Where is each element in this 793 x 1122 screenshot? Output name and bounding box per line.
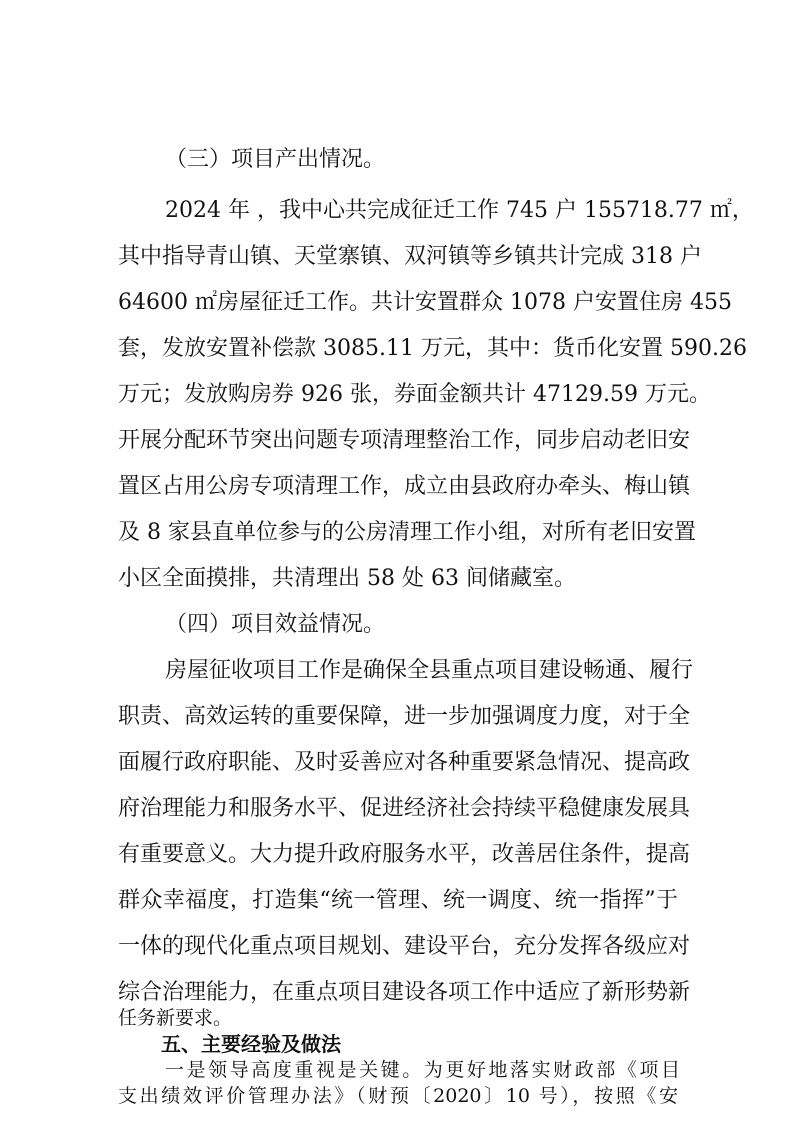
- paragraph-line: 其中指导青山镇、天堂寨镇、双河镇等乡镇共计完成 318 户: [118, 244, 702, 269]
- section-4-heading: （四）项目效益情况。: [165, 612, 386, 637]
- paragraph-line: 综合治理能力，在重点项目建设各项工作中适应了新形势新: [118, 980, 691, 1005]
- paragraph-line: 小区全面摸排，共清理出 58 处 63 间储藏室。: [118, 566, 576, 591]
- paragraph-line: 群众幸福度，打造集“统一管理、统一调度、统一指挥”于: [118, 888, 678, 913]
- paragraph-line: 支出绩效评价管理办法》（财预〔2020〕10 号），按照《安: [118, 1085, 678, 1107]
- paragraph-line: 套，发放安置补偿款 3085.11 万元，其中：货币化安置 590.26: [118, 336, 747, 361]
- section-3-heading: （三）项目产出情况。: [165, 147, 386, 172]
- paragraph-line: 有重要意义。大力提升政府服务水平，改善居住条件，提高: [118, 842, 691, 867]
- paragraph-line: 万元；发放购房券 926 张，券面金额共计 47129.59 万元。: [118, 382, 711, 407]
- paragraph-line: 2024 年 ，我中心共完成征迁工作 745 户 155718.77 ㎡，: [165, 198, 754, 223]
- paragraph-line: 府治理能力和服务水平、促进经济社会持续平稳健康发展具: [118, 796, 691, 821]
- paragraph-line: 置区占用公房专项清理工作，成立由县政府办牵头、梅山镇: [118, 474, 691, 499]
- paragraph-line: 任务新要求。: [118, 1007, 233, 1029]
- paragraph-line: 开展分配环节突出问题专项清理整治工作，同步启动老旧安: [118, 428, 691, 453]
- paragraph-line: 房屋征收项目工作是确保全县重点项目建设畅通、履行: [165, 658, 694, 683]
- paragraph-line: 及 8 家县直单位参与的公房清理工作小组，对所有老旧安置: [118, 520, 696, 545]
- section-5-heading: 五、主要经验及做法: [161, 1032, 341, 1056]
- paragraph-line: 64600 ㎡房屋征迁工作。共计安置群众 1078 户安置住房 455: [118, 290, 732, 315]
- paragraph-line: 面履行政府职能、及时妥善应对各种重要紧急情况、提高政: [118, 750, 691, 775]
- paragraph-line: 职责、高效运转的重要保障，进一步加强调度力度，对于全: [118, 704, 691, 729]
- paragraph-line: 一是领导高度重视是关键。为更好地落实财政部《项目: [165, 1059, 680, 1081]
- paragraph-line: 一体的现代化重点项目规划、建设平台，充分发挥各级应对: [118, 934, 691, 959]
